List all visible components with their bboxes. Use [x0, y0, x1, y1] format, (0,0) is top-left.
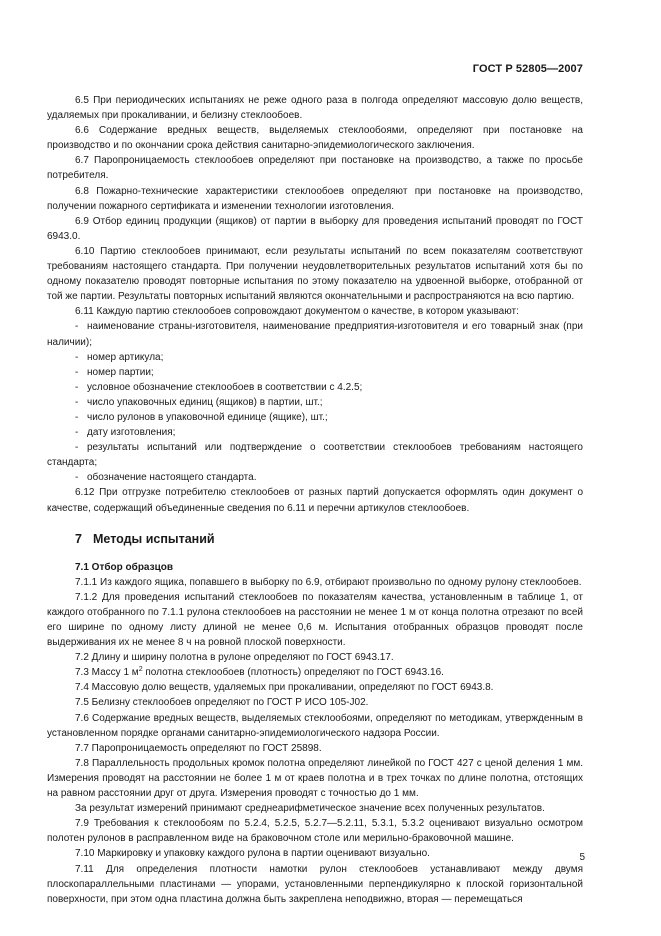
- para-7-5: 7.5 Белизну стеклообоев определяют по ГОСТ Р ИСО 105-J02.: [75, 697, 369, 709]
- para-7-8-result: За результат измерений принимают среднеарифметическое значение всех полученных результатов.: [75, 803, 545, 815]
- para-6-8: 6.8 Пожарно-технические характеристики стеклообоев определяют при постановке на производство, получении пожарного сертификата и изменении технологии изготовления.: [47, 185, 583, 212]
- para-6-6: 6.6 Содержание вредных веществ, выделяемых стеклообоями, определяют при постановке на производство и по окончании срока действия санитарно-эпидемиологического заключения.: [47, 125, 583, 152]
- para-7-10: 7.10 Маркировку и упаковку каждого рулона в партии оценивают визуально.: [75, 848, 430, 860]
- page-number: 5: [579, 852, 585, 863]
- para-7-1-1: 7.1.1 Из каждого ящика, попавшего в выборку по 6.9, отбирают произвольно по одному рулону стеклообоев.: [75, 576, 582, 588]
- para-6-11: 6.11 Каждую партию стеклообоев сопровождают документом о качестве, в котором указывают:: [75, 306, 519, 318]
- standard-header: ГОСТ Р 52805—2007: [472, 63, 583, 75]
- para-6-5: 6.5 При периодических испытаниях не реже одного раза в полгода определяют массовую долю веществ, удаляемых при прокаливании, и белизну стеклообоев.: [47, 95, 583, 122]
- para-7-3: 7.3 Массу 1 $м^2$ полотна стеклообоев (плотность) определяют по ГОСТ 6943.16.: [75, 666, 444, 679]
- para-7-1-2: 7.1.2 Для проведения испытаний стеклообоев по показателям качества, установленным в таблице 1, от каждого отобранного по 7.1.1 рулона стеклообоев на расстоянии не менее 1 м от конца полотна отрезают по всей его ширине по одному листу длиной не менее 0,6 м. Испытания отобранных образцов проводят после выдерживания их не менее 8 ч на ровной плоской поверхности.: [47, 591, 583, 649]
- para-7-8: 7.8 Параллельность продольных кромок полотна определяют линейкой по ГОСТ 427 с ценой деления 1 мм. Измерения проводят на расстоянии не более 1 м от краев полотна и в трех точках по длине полотна, отстоящих на равном расстоянии друг от друга. Измерения проводят с точностью до 1 мм.: [47, 757, 583, 800]
- list-item: - наименование страны-изготовителя, наименование предприятия-изготовителя и его товарный знак (при наличии);: [47, 321, 583, 348]
- para-6-9: 6.9 Отбор единиц продукции (ящиков) от партии в выборку для проведения испытаний проводят по ГОСТ 6943.0.: [47, 215, 583, 242]
- list-item: - номер партии;: [75, 366, 154, 378]
- para-7-11: 7.11 Для определения плотности намотки рулон стеклообоев устанавливают между двумя плоскопараллельными пластинами — упорами, установленными перпендикулярно к плоской горизонтальной поверхности, при этом одна пластина должна быть закреплена неподвижно, вторая — перемещаться: [47, 863, 583, 905]
- para-6-7: 6.7 Паропроницаемость стеклообоев определяют при постановке на производство, а также по просьбе потребителя.: [47, 155, 583, 182]
- section-7-heading: 7 Методы испытаний: [75, 531, 215, 546]
- subsection-7-1-heading: 7.1 Отбор образцов: [75, 561, 173, 573]
- list-item: - номер артикула;: [75, 351, 164, 363]
- para-7-2: 7.2 Длину и ширину полотна в рулоне определяют по ГОСТ 6943.17.: [75, 652, 394, 664]
- para-6-10: 6.10 Партию стеклообоев принимают, если результаты испытаний по всем показателям соответствуют требованиям настоящего стандарта. При получении неудовлетворительных результатов испытаний хотя бы по одному показателю проводят повторные испытания по этому показателю на удвоенной выборке, отобранной от той же партии. Результаты повторных испытаний являются окончательными и распространяются на всю партию.: [47, 245, 583, 303]
- para-7-7: 7.7 Паропроницаемость определяют по ГОСТ 25898.: [75, 742, 322, 754]
- list-item: - обозначение настоящего стандарта.: [75, 472, 257, 484]
- list-item: - результаты испытаний или подтверждение о соответствии стеклообоев требованиям настоящего стандарта;: [47, 442, 583, 469]
- document-body: [47, 93, 583, 907]
- para-7-4: 7.4 Массовую долю веществ, удаляемых при прокаливании, определяют по ГОСТ 6943.8.: [75, 682, 494, 694]
- list-item: - дату изготовления;: [75, 427, 176, 439]
- para-7-6: 7.6 Содержание вредных веществ, выделяемых стеклообоями, определяют по методикам, утвержденным в установленном порядке органами санитарно-эпидемиологического надзора России.: [47, 712, 583, 739]
- para-6-12: 6.12 При отгрузке потребителю стеклообоев от разных партий допускается оформлять один документ о качестве, содержащий объединенные сведения по 6.11 и перечни артикулов стеклообоев.: [47, 487, 583, 514]
- list-item: - число упаковочных единиц (ящиков) в партии, шт.;: [75, 396, 323, 408]
- list-item: - число рулонов в упаковочной единице (ящике), шт.;: [75, 411, 328, 423]
- list-item: - условное обозначение стеклообоев в соответствии с 4.2.5;: [75, 381, 363, 393]
- para-7-9: 7.9 Требования к стеклообоям по 5.2.4, 5.2.5, 5.2.7—5.2.11, 5.3.1, 5.3.2 оценивают визуально осмотром полотен рулонов в расправленном виде на браковочном столе или мерильно-браковочной машине.: [47, 818, 583, 845]
